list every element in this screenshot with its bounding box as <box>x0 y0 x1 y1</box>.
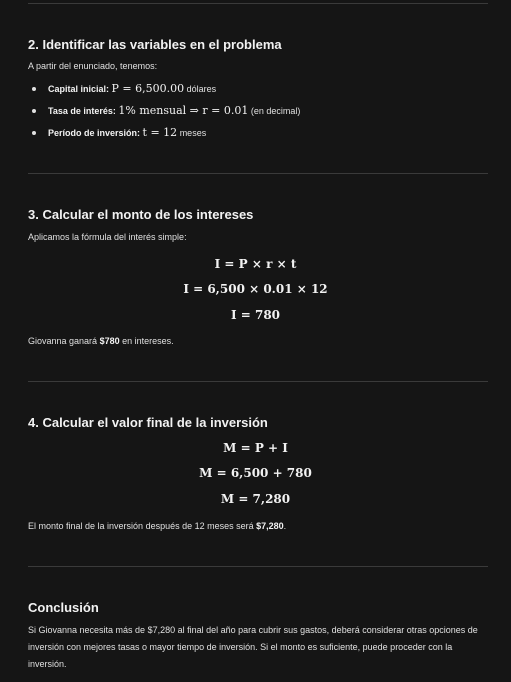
item-label: Capital inicial: <box>48 84 110 94</box>
divider <box>28 173 488 174</box>
section-3-intro: Aplicamos la fórmula del interés simple: <box>28 232 187 242</box>
item-rest: (en decimal) <box>248 106 301 116</box>
divider <box>28 381 488 382</box>
item-label: Período de inversión: <box>48 128 141 138</box>
list-item <box>28 81 300 103</box>
result-suffix: . <box>283 521 287 531</box>
section-4-title: 4. Calcular el valor final de la inversión <box>28 415 268 430</box>
divider <box>28 3 488 4</box>
equation: M = P + I <box>223 441 288 455</box>
result-suffix: en intereses. <box>119 336 174 346</box>
section-3-title: 3. Calcular el monto de los intereses <box>28 207 254 222</box>
item-label: Tasa de interés: <box>48 106 116 116</box>
result-prefix: El monto final de la inversión después de 12 meses será <box>28 521 257 531</box>
section-2-intro: A partir del enunciado, tenemos: <box>28 61 158 71</box>
item-rest: dólares <box>184 84 217 94</box>
equation: M = 6,500 + 780 <box>199 466 312 480</box>
section-3-result <box>28 333 483 350</box>
list-item <box>28 125 300 147</box>
equation: I = 6,500 × 0.01 × 12 <box>183 282 328 296</box>
result-value: $7,280 <box>256 521 284 531</box>
item-math: t = 12 <box>142 126 178 139</box>
item-math: P = 6,500.00 <box>111 82 185 95</box>
item-math: 1% mensual ⇒ r = 0.01 <box>118 104 249 117</box>
equation: I = P × r × t <box>214 257 297 271</box>
result-prefix: Giovanna ganará <box>28 336 100 346</box>
item-rest: meses <box>177 128 207 138</box>
divider <box>28 566 488 567</box>
section-4-result <box>28 518 483 535</box>
variables-list <box>28 81 300 147</box>
equation: I = 780 <box>230 308 281 322</box>
result-value: $780 <box>99 336 120 346</box>
equation: M = 7,280 <box>220 492 291 506</box>
section-2-title: 2. Identificar las variables en el problema <box>28 37 282 52</box>
conclusion-title: Conclusión <box>28 600 99 615</box>
conclusion-text: Si Giovanna necesita más de $7,280 al final del año para cubrir sus gastos, deberá considerar otras opciones de inversión con mejores tasas o mayor tiempo de inversión. Si el monto es suficiente, puede proceder con la inversión. <box>28 625 478 669</box>
list-item <box>28 103 300 125</box>
